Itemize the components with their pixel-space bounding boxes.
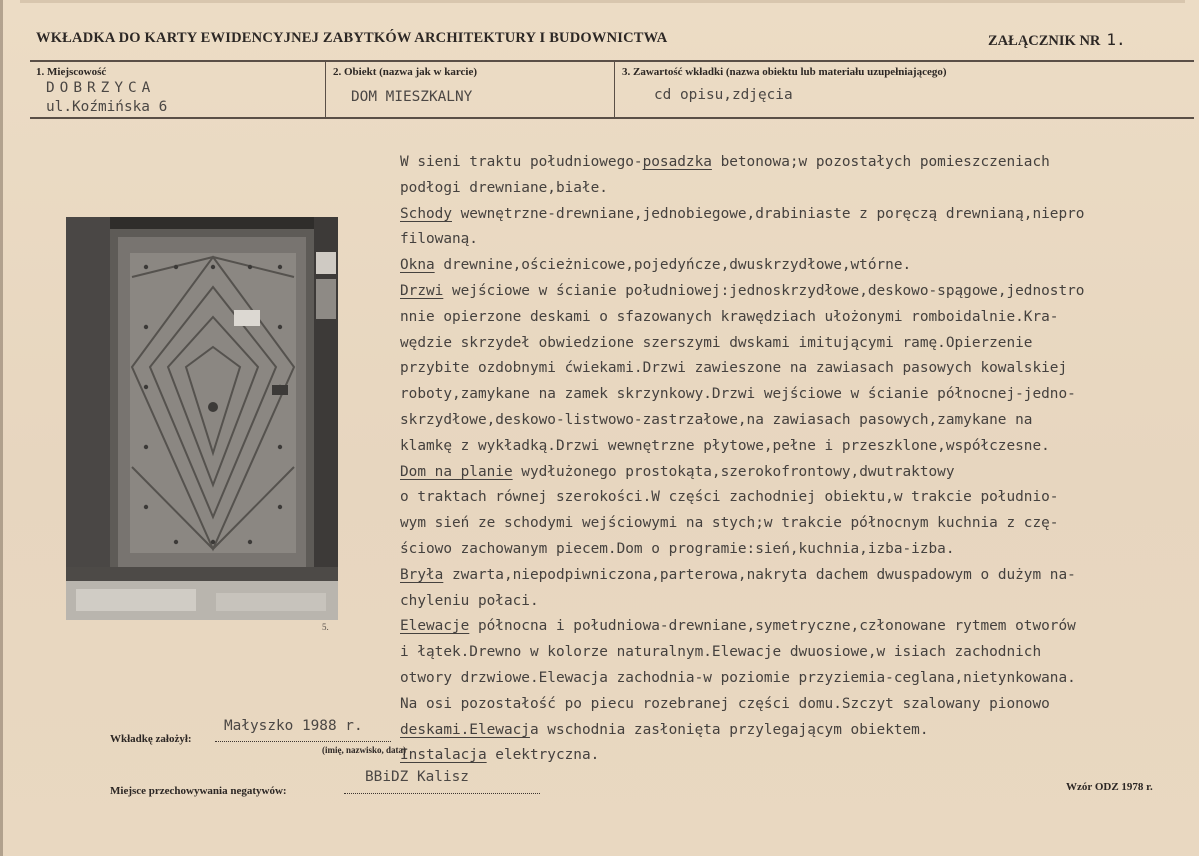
description-text-run: zwarta,niepodpiwniczona,parterowa,nakryta dachem dwuspadowym o dużym na- [443, 566, 1076, 583]
locality-label: 1. Miejscowość [36, 66, 107, 78]
description-line [400, 485, 1190, 511]
description-line [400, 460, 1190, 486]
description-text-run: nnie opierzone deskami o sfazowanych krawędziach ułożonymi romboidalnie.Kra- [400, 308, 1059, 325]
description-line [400, 408, 1190, 434]
description-line [400, 666, 1190, 692]
description-line [400, 718, 1190, 744]
description-text-run: elektryczna. [486, 747, 600, 764]
card-left-edge [0, 0, 3, 856]
description-text-run: i łątek.Drewno w kolorze naturalnym.Elewacje dwuosiowe,w isiach zachodnich [400, 644, 1042, 661]
annex-number: 1. [1106, 30, 1126, 49]
description-line [400, 382, 1190, 408]
description-text-run: chyleniu połaci. [400, 592, 539, 609]
object-value: DOM MIESZKALNY [351, 89, 473, 105]
description-line [400, 563, 1190, 589]
created-by-label: Wkładkę założył: [110, 733, 192, 745]
description-line [400, 227, 1190, 253]
description-line [400, 279, 1190, 305]
section-heading-underlined: Bryła [400, 566, 444, 583]
description-text-run: wydłużonego prostokąta,szerokofrontowy,dwutraktowy [512, 463, 955, 480]
description-text-run: W sieni traktu południowego- [400, 154, 643, 170]
description-text-run: klamkę z wykładką.Drzwi wewnętrzne płytowe,pełne i przeszklone,współczesne. [400, 437, 1050, 454]
section-heading-underlined: Okna [400, 257, 435, 274]
description-text-run: wejściowe w ścianie południowej:jednoskrzydłowe,deskowo-spągowe,jednostro [443, 282, 1085, 299]
annex-label [988, 30, 1126, 50]
description-text-run: otwory drzwiowe.Elewacja zachodnia-w poziomie przyziemia-ceglana,nietynkowana. [400, 669, 1076, 686]
street-value: ul.Koźmińska 6 [46, 99, 168, 115]
description-line [400, 537, 1190, 563]
description-text-run: o traktach równej szerokości.W części zachodniej obiektu,w trakcie południo- [400, 489, 1059, 506]
section-heading-underlined: posadzka [642, 154, 712, 170]
description-line [400, 743, 1190, 769]
photo-number: 5. [322, 622, 329, 632]
header-top-rule [30, 60, 1194, 62]
description-line [400, 202, 1190, 228]
description-line [400, 511, 1190, 537]
negatives-storage-line [344, 793, 540, 794]
description-line [400, 589, 1190, 615]
section-heading-underlined: deskami.Elewacj [400, 721, 530, 738]
description-line [400, 176, 1190, 202]
description-line [400, 434, 1190, 460]
description-text-run: wewnętrzne-drewniane,jednobiegowe,drabiniaste z poręczą drewnianą,niepro [451, 205, 1085, 222]
form-template-id: Wzór ODZ 1978 r. [1066, 781, 1153, 793]
door-photo-image [66, 217, 338, 620]
header-bottom-rule [30, 117, 1194, 119]
locality-value: DOBRZYCA [46, 80, 156, 96]
description-text-run: roboty,zamykane na zamek skrzynkowy.Drzwi wejściowe w ścianie północnej-jedno- [400, 386, 1076, 403]
description-text-run: drewnine,ościeżnicowe,pojedyńcze,dwuskrzydłowe,wtórne. [434, 257, 912, 274]
contents-value: cd opisu,zdjęcia [654, 87, 793, 103]
description-text [400, 150, 1190, 769]
description-text-run: przybite ozdobnymi ćwiekami.Drzwi zawieszone na zawiasach pasowych kowalskiej [400, 360, 1068, 377]
section-heading-underlined: Instalacja [400, 747, 487, 764]
contents-label: 3. Zawartość wkładki (nazwa obiektu lub materiału uzupełniającego) [622, 66, 947, 78]
card-top-edge [20, 0, 1185, 3]
description-text-run: Na osi pozostałość po piecu rozebranej części domu.Szczyt szalowany pionowo [400, 695, 1050, 712]
description-text-run: północna i południowa-drewniane,symetryczne,członowane rytmem otworów [469, 618, 1076, 635]
description-line [400, 150, 1190, 176]
description-line [400, 356, 1190, 382]
column-divider-1 [325, 60, 326, 118]
negatives-storage-value: BBiDZ Kalisz [365, 769, 469, 785]
section-heading-underlined: Dom na planie [400, 463, 513, 480]
description-line [400, 253, 1190, 279]
section-heading-underlined: Schody [400, 205, 452, 222]
description-line [400, 640, 1190, 666]
annex-label-text: ZAŁĄCZNIK NR [988, 33, 1101, 49]
description-line [400, 305, 1190, 331]
description-line [400, 331, 1190, 357]
description-text-run: filowaną. [400, 231, 478, 248]
description-text-run: betonowa;w pozostałych pomieszczeniach [711, 154, 1050, 170]
created-by-value: Małyszko 1988 r. [224, 718, 363, 734]
negatives-storage-label: Miejsce przechowywania negatywów: [110, 785, 287, 797]
description-text-run: skrzydłowe,deskowo-listwowo-zastrzałowe,na zawiasach pasowych,zamykane na [400, 411, 1033, 428]
form-title: WKŁADKA DO KARTY EWIDENCYJNEJ ZABYTKÓW ARCHITEKTURY I BUDOWNICTWA [36, 30, 668, 46]
door-photograph [66, 217, 338, 620]
description-text-run: wym sień ze schodymi wejściowymi na stych;w trakcie północnym kuchnia z czę- [400, 515, 1059, 532]
description-text-run: ściowo zachowanym piecem.Dom o programie:sień,kuchnia,izba-izba. [400, 540, 955, 557]
description-text-run: podłogi drewniane,białe. [400, 179, 608, 196]
description-text-run: a wschodnia zasłonięta przylegającym obiektem. [529, 721, 929, 738]
description-line [400, 692, 1190, 718]
description-text-run: wędzie skrzydeł obwiedzione szerszymi dwskami imitującymi ramę.Opierzenie [400, 334, 1033, 351]
object-label: 2. Obiekt (nazwa jak w karcie) [333, 66, 478, 78]
created-by-hint: (imię, nazwisko, data) [322, 745, 406, 755]
created-by-line [215, 741, 391, 742]
section-heading-underlined: Drzwi [400, 282, 444, 299]
section-heading-underlined: Elewacje [400, 618, 470, 635]
description-line [400, 614, 1190, 640]
column-divider-2 [614, 60, 615, 118]
